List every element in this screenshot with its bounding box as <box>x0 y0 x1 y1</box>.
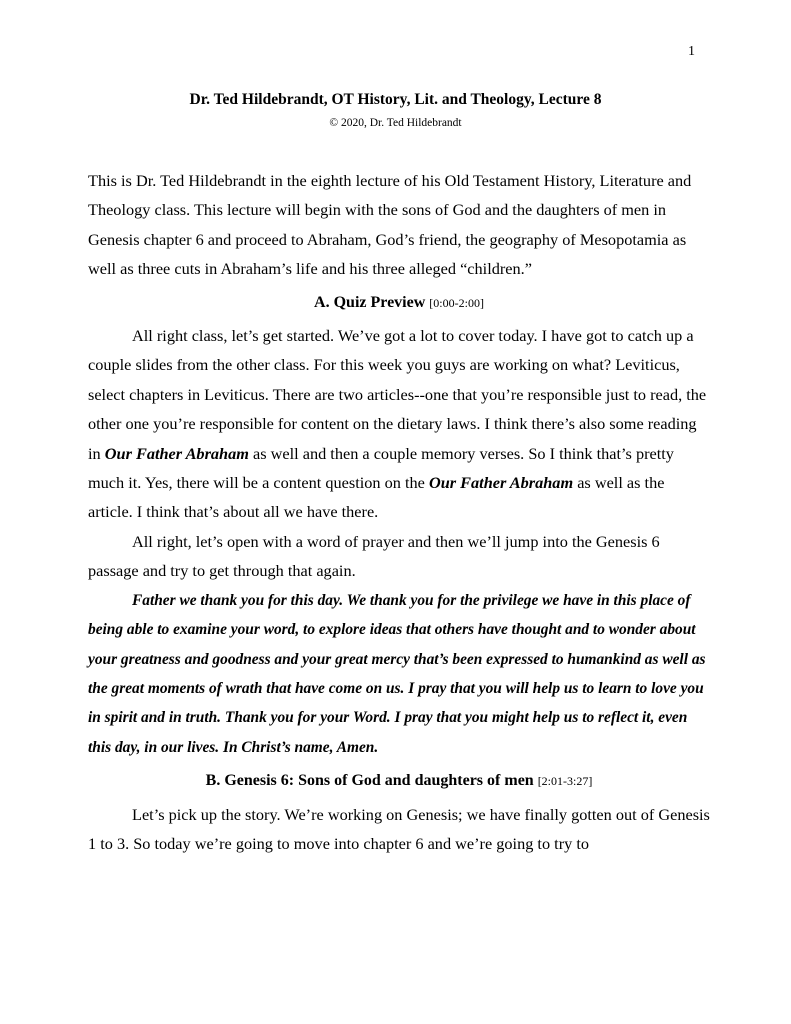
paragraph-text: as well as the article. I think that’s about all we have there. <box>88 473 665 522</box>
section-b-title: B. Genesis 6: Sons of God and daughters of men <box>205 772 534 790</box>
document-body <box>88 166 710 858</box>
page-number: 1 <box>688 44 695 59</box>
book-title-2: Our Father Abraham <box>428 473 574 493</box>
section-a-timestamp: [0:00-2:00] <box>429 295 484 310</box>
book-title-1: Our Father Abraham <box>104 443 249 463</box>
section-a-paragraph-1 <box>88 321 710 527</box>
copyright-line: © 2020, Dr. Ted Hildebrandt <box>329 117 462 129</box>
paragraph-text: All right class, let’s get started. We’ve got a lot to cover today. I have got to catch up a couple slides from the other class. For this week you guys are working on what? Leviticus, select chapters in Leviticus. There are two articles--one that you’re responsible just to read, the other one you’re responsible for content on the dietary laws. I think there’s also some reading in <box>88 326 707 463</box>
section-a-title: A. Quiz Preview <box>314 293 426 311</box>
intro-paragraph: This is Dr. Ted Hildebrandt in the eighth lecture of his Old Testament History, Literature and Theology class. This lecture will begin with the sons of God and the daughters of men in Genesis chapter 6 and proceed to Abraham, God’s friend, the geography of Mesopotamia as well as three cuts in Abraham’s life and his three alleged “children.” <box>88 171 692 279</box>
paragraph-text: as well and then a couple memory verses. So I think that’s pretty much it. Yes, there will be a content question on the <box>88 443 674 493</box>
section-a-paragraph-2: All right, let’s open with a word of prayer and then we’ll jump into the Genesis 6 passage and try to get through that again. <box>88 531 660 581</box>
section-b-paragraph-1: Let’s pick up the story. We’re working on Genesis; we have finally gotten out of Genesis 1 to 3. So today we’re going to move into chapter 6 and we’re going to try to <box>88 804 710 853</box>
section-b-heading <box>88 765 710 796</box>
document-title: Dr. Ted Hildebrandt, OT History, Lit. and Theology, Lecture 8 <box>189 91 602 108</box>
prayer-paragraph: Father we thank you for this day. We thank you for the privilege we have in this place of being able to examine your word, to explore ideas that others have thought and to wonder about your greatness and goodness and your great mercy that’s been expressed to humankind as well as the great moments of wrath that have come on us. I pray that you will help us to learn to love you in spirit and in truth. Thank you for your Word. I pray that you might help us to reflect it, even this day, in our lives. In Christ’s name, Amen. <box>88 591 706 756</box>
section-b-timestamp: [2:01-3:27] <box>537 774 593 789</box>
section-a-heading <box>88 287 710 318</box>
